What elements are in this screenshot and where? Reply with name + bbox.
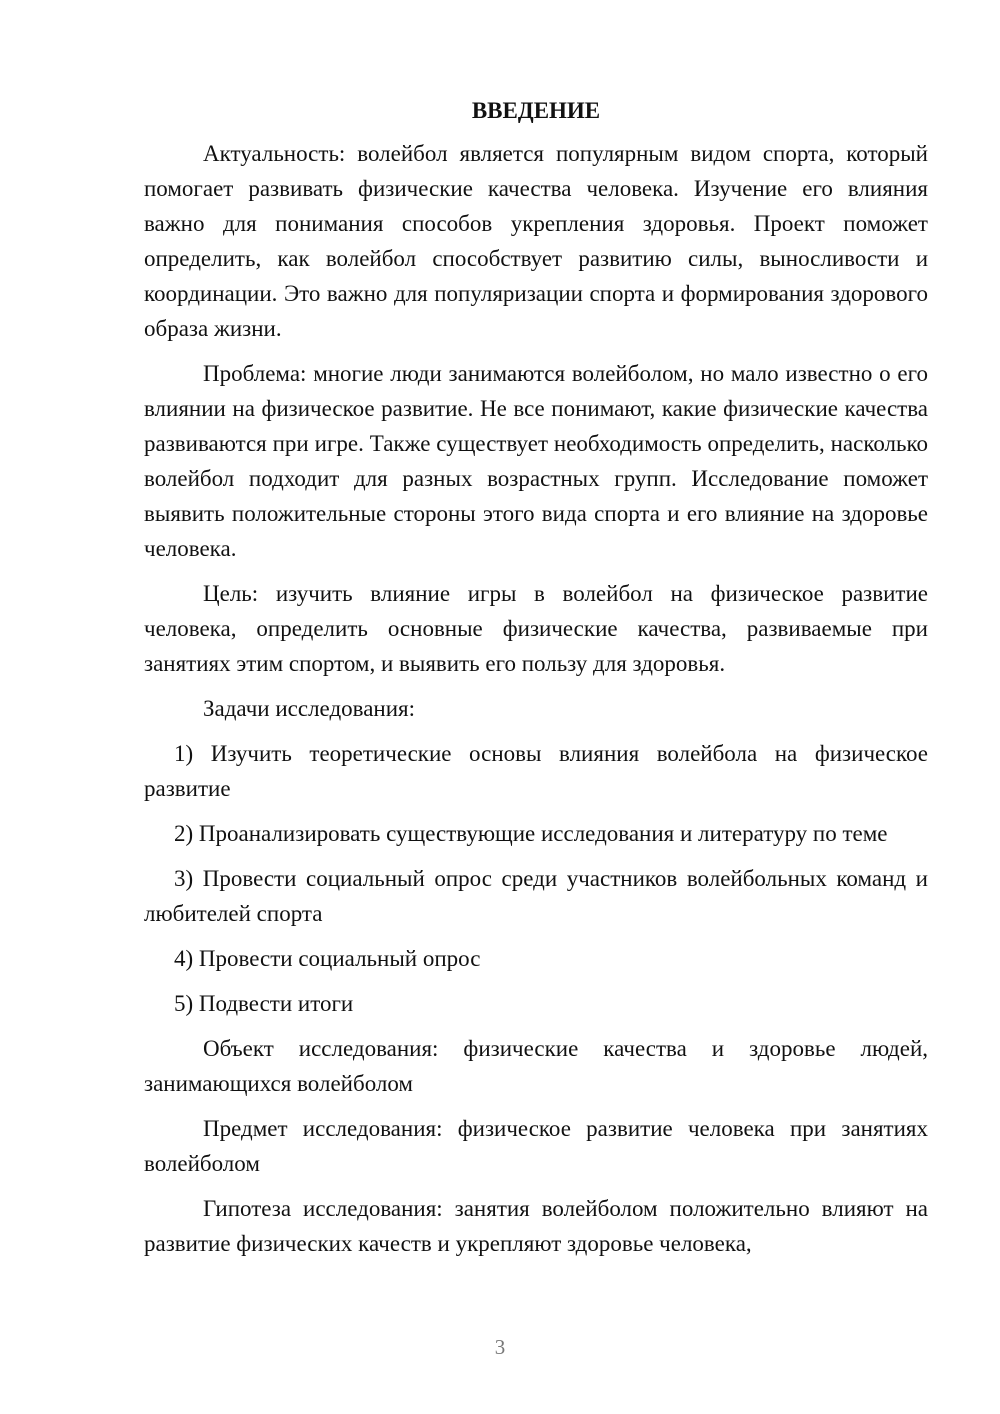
task-item-5: 5) Подвести итоги [174, 991, 354, 1016]
subject-paragraph: Предмет исследования: физическое развитие человека при занятиях волейболом [144, 1116, 928, 1176]
document-body [144, 96, 928, 1261]
goal-paragraph: Цель: изучить влияние игры в волейбол на физическое развитие человека, определить основные физические качества, развиваемые при занятиях этим спортом, и выявить его пользу для здоровья. [144, 581, 928, 676]
task-item-2: 2) Проанализировать существующие исследования и литературу по теме [174, 821, 888, 846]
object-paragraph: Объект исследования: физические качества и здоровье людей, занимающихся волейболом [144, 1036, 928, 1096]
section-title: ВВЕДЕНИЕ [471, 98, 601, 123]
task-item-1: 1) Изучить теоретические основы влияния волейбола на физическое развитие [144, 741, 928, 801]
task-item-4: 4) Провести социальный опрос [174, 946, 481, 971]
hypothesis-paragraph: Гипотеза исследования: занятия волейболом положительно влияют на развитие физических качеств и укрепляют здоровье человека, [144, 1196, 928, 1256]
tasks-heading: Задачи исследования: [203, 696, 416, 721]
relevance-paragraph: Актуальность: волейбол является популярным видом спорта, который помогает развивать физические качества человека. Изучение его влияния важно для понимания способов укрепления здоровья. Проект поможет определить, как волейбол способствует развитию силы, выносливости и координации. Это важно для популяризации спорта и формирования здорового образа жизни. [144, 141, 928, 341]
problem-paragraph: Проблема: многие люди занимаются волейболом, но мало известно о его влиянии на физическое развитие. Не все понимают, какие физические качества развиваются при игре. Также существует необходимость определить, насколько волейбол подходит для разных возрастных групп. Исследование поможет выявить положительные стороны этого вида спорта и его влияние на здоровье человека. [144, 361, 928, 561]
task-item-3: 3) Провести социальный опрос среди участников волейбольных команд и любителей спорта [144, 866, 928, 926]
page-number: 3 [494, 1335, 506, 1359]
